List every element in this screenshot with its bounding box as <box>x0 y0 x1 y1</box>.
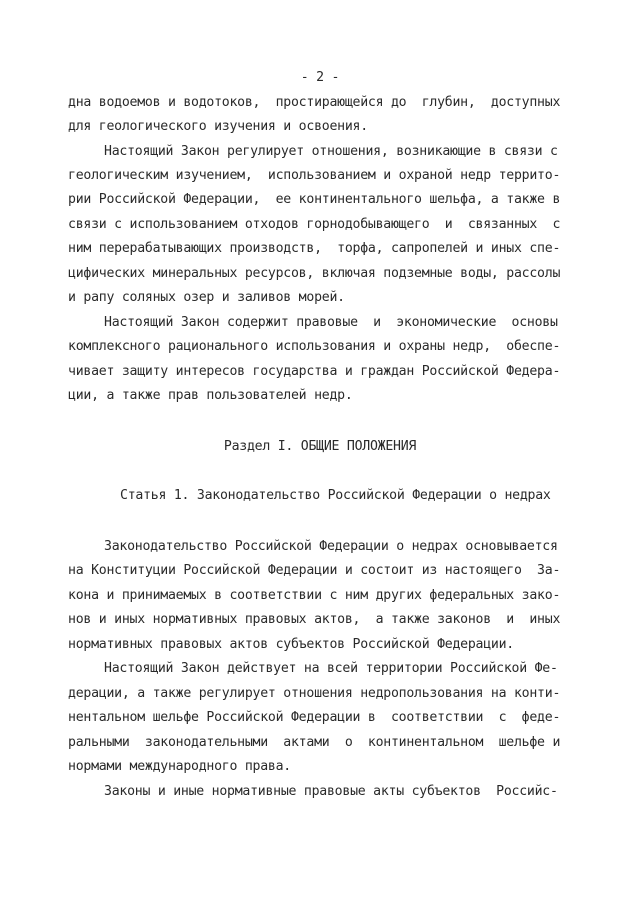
text-line: нормами международного права. <box>68 759 291 774</box>
text-line: нов и иных нормативных правовых актов, а также законов и иных <box>68 612 561 627</box>
text-line: кона и принимаемых в соответствии с ним других федеральных зако- <box>68 588 561 603</box>
text-line: для геологического изучения и освоения. <box>68 119 368 134</box>
text-line: ции, а также прав пользователей недр. <box>68 388 353 403</box>
text-line: и рапу соляных озер и заливов морей. <box>68 290 345 305</box>
article-heading: Статья 1. Законодательство Российской Федерации о недрах <box>120 488 551 503</box>
text-line: Настоящий Закон регулирует отношения, возникающие в связи с <box>104 144 558 159</box>
text-line: чивает защиту интересов государства и граждан Российской Федера- <box>68 364 561 379</box>
text-line: дна водоемов и водотоков, простирающейся до глубин, доступных <box>68 95 561 110</box>
text-line: нентальном шельфе Российской Федерации в соответствии с феде- <box>68 710 561 725</box>
text-line: Настоящий Закон действует на всей территории Российской Фе- <box>104 661 558 676</box>
text-line: Настоящий Закон содержит правовые и экономические основы <box>104 315 558 330</box>
text-line: ральными законодательными актами о континентальном шельфе и <box>68 735 561 750</box>
page-number: - 2 - <box>300 70 340 85</box>
text-line: комплексного рационального использования и охраны недр, обеспе- <box>68 339 561 354</box>
text-line: геологическим изучением, использованием и охраной недр террито- <box>68 168 561 183</box>
text-line: дерации, а также регулирует отношения недропользования на конти- <box>68 686 561 701</box>
text-line: Законодательство Российской Федерации о недрах основывается <box>104 539 558 554</box>
text-line: связи с использованием отходов горнодобывающего и связанных с <box>68 217 561 232</box>
text-line: Законы и иные нормативные правовые акты субъектов Российс- <box>104 784 558 799</box>
text-line: ним перерабатывающих производств, торфа, сапропелей и иных спе- <box>68 241 561 256</box>
text-line: цифических минеральных ресурсов, включая подземные воды, рассолы <box>68 266 561 281</box>
text-line: на Конституции Российской Федерации и состоит из настоящего За- <box>68 563 561 578</box>
text-line: нормативных правовых актов субъектов Российской Федерации. <box>68 637 514 652</box>
section-heading: Раздел I. ОБЩИЕ ПОЛОЖЕНИЯ <box>223 439 417 454</box>
text-line: рии Российской Федерации, ее континентального шельфа, а также в <box>68 192 561 207</box>
